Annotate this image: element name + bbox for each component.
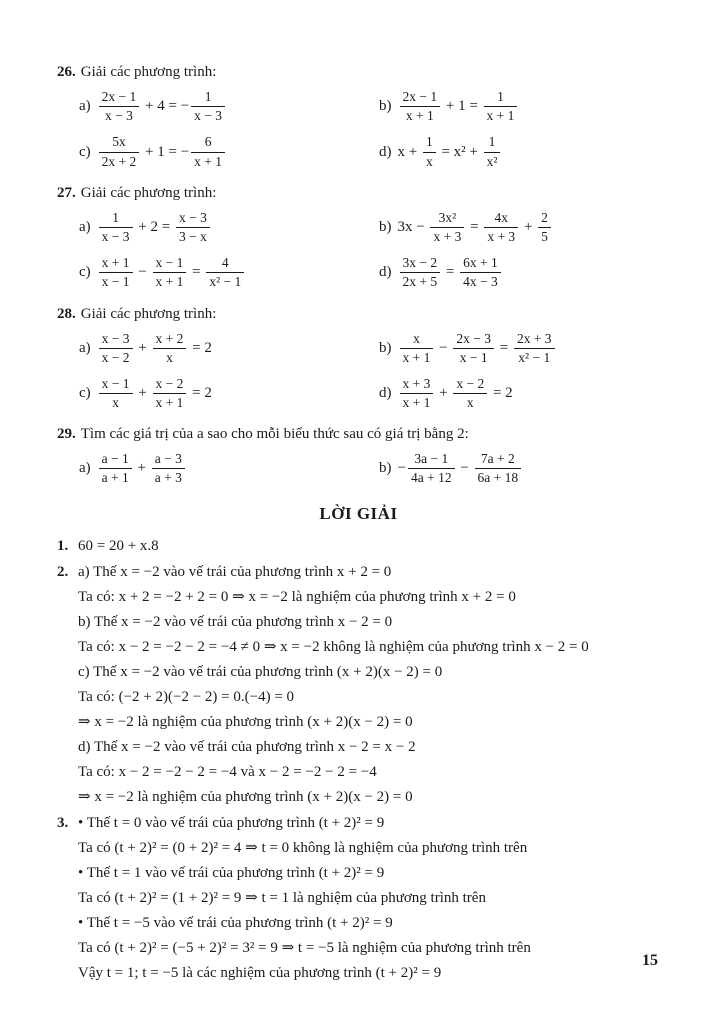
fraction-numerator: x − 1 [99, 376, 133, 394]
fraction-denominator: x + 1 [155, 274, 184, 290]
problem-items [57, 84, 660, 175]
math-expression [398, 376, 513, 411]
solution-block [57, 560, 660, 810]
fraction-denominator: 2x + 2 [101, 153, 137, 169]
fraction-denominator: 5 [541, 228, 548, 244]
fraction-numerator: 5x [99, 134, 140, 152]
fraction-numerator: 1 [484, 134, 501, 152]
problem-header [57, 60, 660, 84]
problem-items [57, 326, 660, 417]
fraction [153, 255, 187, 290]
math-text: + 4 = − [141, 98, 190, 115]
fraction-denominator: x [425, 153, 433, 169]
fraction-denominator: x + 3 [487, 228, 516, 244]
fraction-denominator: a + 1 [101, 470, 129, 486]
fraction-denominator: x + 1 [405, 108, 434, 124]
problem-number: 29. [57, 426, 76, 443]
problem [57, 60, 660, 175]
fraction-numerator: 6 [191, 134, 225, 152]
fraction [423, 134, 436, 169]
math-expression [398, 255, 503, 290]
problem-items [57, 446, 660, 491]
math-text: + [133, 460, 150, 477]
solution-line: Ta có (t + 2)² = (1 + 2)² = 9 ⇒ t = 1 là nghiệm của phương trình trên [78, 889, 486, 906]
item-label: d) [379, 385, 392, 402]
problem-item [57, 210, 357, 245]
math-text: = 2 [489, 385, 513, 402]
solution-line: b) Thế x = −2 vào vế trái của phương trình x − 2 = 0 [78, 613, 393, 630]
solution-line: Ta có: (−2 + 2)(−2 − 2) = 0.(−4) = 0 [78, 688, 295, 705]
fraction-numerator: x + 3 [400, 376, 434, 394]
fraction-numerator: 1 [99, 210, 133, 228]
fraction [430, 210, 464, 245]
fraction [99, 134, 140, 169]
solution-line: a) Thế x = −2 vào vế trái của phương trình x + 2 = 0 [78, 563, 392, 580]
fraction [152, 451, 185, 486]
problem [57, 181, 660, 296]
fraction-numerator: 4x [484, 210, 518, 228]
fraction-numerator: 1 [191, 89, 225, 107]
fraction-denominator: x [466, 395, 474, 411]
fraction-numerator: 4 [206, 255, 244, 273]
fraction [408, 451, 455, 486]
problem-items [57, 205, 660, 296]
fraction [460, 255, 501, 290]
fraction-numerator: 2x + 3 [514, 331, 555, 349]
problem-item [357, 134, 660, 169]
fraction [206, 255, 244, 290]
solutions-heading: LỜI GIẢI [319, 503, 398, 523]
math-expression [398, 331, 557, 366]
fraction-numerator: 1 [484, 89, 518, 107]
fraction-denominator: x² [486, 153, 498, 169]
problem-number: 27. [57, 184, 76, 201]
fraction-numerator: x − 2 [153, 376, 187, 394]
fraction-denominator: x [166, 349, 173, 365]
fraction [484, 134, 501, 169]
math-expression [97, 134, 227, 169]
math-text: = [466, 218, 483, 235]
fraction-denominator: 6a + 18 [477, 470, 519, 486]
math-text: − [456, 460, 473, 477]
problem-title: Giải các phương trình: [80, 184, 217, 201]
solution-line: ⇒ x = −2 là nghiệm của phương trình (x + 2)(x − 2) = 0 [78, 788, 413, 805]
item-label: a) [79, 460, 91, 477]
math-text: − [397, 460, 406, 477]
math-expression [97, 255, 247, 290]
fraction-denominator: a + 3 [154, 470, 182, 486]
math-expression [398, 451, 524, 486]
math-text: − [435, 339, 452, 356]
solution-block [57, 811, 660, 986]
problem-number: 26. [57, 64, 76, 80]
fraction [453, 376, 487, 411]
problems-section [57, 60, 660, 492]
problem-item [357, 376, 660, 411]
fraction-denominator: x − 1 [459, 349, 488, 365]
item-label: b) [379, 339, 392, 356]
fraction-numerator: x + 1 [99, 255, 133, 273]
fraction [400, 331, 434, 366]
math-expression [97, 331, 212, 366]
fraction [400, 89, 441, 124]
fraction-denominator: x − 3 [101, 228, 130, 244]
item-label: c) [79, 264, 91, 281]
fraction-numerator: 2x − 1 [99, 89, 140, 107]
fraction [99, 376, 133, 411]
item-label: a) [79, 218, 91, 235]
problem [57, 302, 660, 417]
problem-number: 28. [57, 305, 76, 322]
fraction [99, 89, 140, 124]
problem-item [357, 451, 660, 486]
item-label: b) [379, 218, 392, 235]
item-label: a) [79, 339, 91, 356]
fraction-denominator: x + 1 [486, 108, 515, 124]
item-label: c) [79, 385, 91, 402]
fraction-numerator: 2 [538, 210, 551, 228]
fraction [514, 331, 555, 366]
page-number: 15 [642, 952, 658, 969]
item-label: b) [379, 460, 392, 477]
problem-item [57, 89, 357, 124]
fraction-numerator: 3a − 1 [408, 451, 455, 469]
fraction [538, 210, 551, 245]
item-label: d) [379, 264, 392, 281]
math-expression [398, 134, 503, 169]
math-text: + [435, 385, 452, 402]
solution-line: d) Thế x = −2 vào vế trái của phương trình x − 2 = x − 2 [78, 738, 416, 755]
problem-item [357, 210, 660, 245]
fraction-denominator: x − 2 [101, 349, 130, 365]
math-text: = [188, 264, 205, 281]
fraction [99, 451, 132, 486]
fraction [99, 255, 133, 290]
solution-line: Ta có (t + 2)² = (0 + 2)² = 4 ⇒ t = 0 không là nghiệm của phương trình trên [78, 839, 528, 856]
item-label: b) [379, 98, 392, 115]
fraction [153, 376, 187, 411]
item-label: c) [79, 143, 91, 160]
math-text: = 2 [188, 339, 212, 356]
math-expression [398, 89, 520, 124]
solution-line: • Thế t = −5 vào vế trái của phương trình (t + 2)² = 9 [78, 914, 393, 931]
fraction-numerator: a − 1 [99, 451, 132, 469]
math-expression [97, 451, 187, 486]
fraction-denominator: x² − 1 [209, 274, 242, 290]
fraction [153, 331, 187, 366]
fraction-numerator: 6x + 1 [460, 255, 501, 273]
fraction [475, 451, 522, 486]
problem-header [57, 422, 660, 446]
fraction-numerator: 2x − 3 [453, 331, 494, 349]
fraction-denominator: x + 3 [433, 228, 462, 244]
fraction-numerator: 3x² [430, 210, 464, 228]
problem-item [57, 376, 357, 411]
math-expression [97, 89, 227, 124]
solution-line: Ta có: x − 2 = −2 − 2 = −4 và x − 2 = −2 − 2 = −4 [78, 763, 377, 780]
fraction-numerator: a − 3 [152, 451, 185, 469]
fraction-numerator: x − 2 [453, 376, 487, 394]
fraction-denominator: x² − 1 [518, 349, 551, 365]
fraction [99, 210, 133, 245]
fraction [176, 210, 210, 245]
fraction-denominator: 4a + 12 [410, 470, 452, 486]
problem-item [57, 331, 357, 366]
solution-line: 60 = 20 + x.8 [78, 537, 159, 554]
fraction [400, 255, 441, 290]
math-text: = 2 [188, 385, 212, 402]
fraction-numerator: x − 3 [176, 210, 210, 228]
solution-number: 1. [57, 537, 69, 554]
solution-block [57, 534, 660, 559]
solutions-section [57, 534, 660, 986]
fraction [400, 376, 434, 411]
solution-line: Ta có: x − 2 = −2 − 2 = −4 ≠ 0 ⇒ x = −2 không là nghiệm của phương trình x − 2 = 0 [78, 638, 589, 655]
solution-line: Vậy t = 1; t = −5 là các nghiệm của phương trình (t + 2)² = 9 [78, 964, 442, 981]
fraction-numerator: x − 3 [99, 331, 133, 349]
solution-line: ⇒ x = −2 là nghiệm của phương trình (x + 2)(x − 2) = 0 [78, 713, 413, 730]
fraction-numerator: 3x − 2 [400, 255, 441, 273]
problem-header [57, 302, 660, 326]
solution-number: 2. [57, 563, 69, 580]
problem-title: Tìm các giá trị của a sao cho mỗi biểu thức sau có giá trị bằng 2: [80, 426, 469, 443]
fraction [484, 210, 518, 245]
problem-item [57, 255, 357, 290]
math-expression [97, 376, 212, 411]
problem [57, 422, 660, 491]
item-label: a) [79, 98, 91, 115]
math-text: + [520, 218, 537, 235]
fraction-denominator: x − 1 [101, 274, 130, 290]
item-label: d) [379, 143, 392, 160]
fraction [99, 331, 133, 366]
fraction-denominator: 2x + 5 [402, 274, 438, 290]
solution-line: Ta có: x + 2 = −2 + 2 = 0 ⇒ x = −2 là nghiệm của phương trình x + 2 = 0 [78, 588, 516, 605]
math-text: + 2 = [134, 218, 174, 235]
fraction [191, 89, 225, 124]
math-text: = [442, 264, 459, 281]
solution-line: c) Thế x = −2 vào vế trái của phương trình (x + 2)(x − 2) = 0 [78, 663, 443, 680]
problem-item [357, 331, 660, 366]
solution-line: • Thế t = 0 vào vế trái của phương trình (t + 2)² = 9 [78, 814, 385, 831]
fraction [453, 331, 494, 366]
problem-item [357, 255, 660, 290]
fraction-numerator: 2x − 1 [400, 89, 441, 107]
fraction-numerator: x + 2 [153, 331, 187, 349]
fraction-numerator: x − 1 [153, 255, 187, 273]
math-text: − [134, 264, 151, 281]
math-text: + 1 = − [141, 143, 190, 160]
fraction-denominator: x + 1 [194, 153, 223, 169]
solution-line: • Thế t = 1 vào vế trái của phương trình (t + 2)² = 9 [78, 864, 385, 881]
fraction-denominator: x + 1 [402, 349, 431, 365]
problem-item [57, 134, 357, 169]
fraction-denominator: x − 3 [194, 108, 223, 124]
fraction-denominator: x [112, 395, 119, 411]
fraction [484, 89, 518, 124]
math-expression [97, 210, 212, 245]
problem-item [57, 451, 357, 486]
fraction-denominator: x − 3 [105, 108, 133, 124]
problem-title: Giải các phương trình: [80, 305, 217, 322]
solution-line: Ta có (t + 2)² = (−5 + 2)² = 3² = 9 ⇒ t = −5 là nghiệm của phương trình trên [78, 939, 531, 956]
problem-item [357, 89, 660, 124]
fraction-numerator: 7a + 2 [475, 451, 522, 469]
math-expression [398, 210, 553, 245]
math-text: x + [397, 143, 421, 160]
math-text: + 1 = [442, 98, 482, 115]
fraction-numerator: x [400, 331, 434, 349]
fraction-denominator: x + 1 [402, 395, 431, 411]
fraction-denominator: 3 − x [178, 228, 207, 244]
math-text: 3x − [397, 218, 429, 235]
problem-title: Giải các phương trình: [80, 64, 217, 80]
math-text: = x² + [437, 143, 482, 160]
math-text: + [134, 339, 151, 356]
fraction-numerator: 1 [423, 134, 436, 152]
math-text: + [134, 385, 151, 402]
solution-number: 3. [57, 814, 69, 831]
problem-header [57, 181, 660, 205]
fraction-denominator: x + 1 [155, 395, 184, 411]
fraction [191, 134, 225, 169]
fraction-denominator: 4x − 3 [463, 274, 498, 290]
math-text: = [495, 339, 512, 356]
